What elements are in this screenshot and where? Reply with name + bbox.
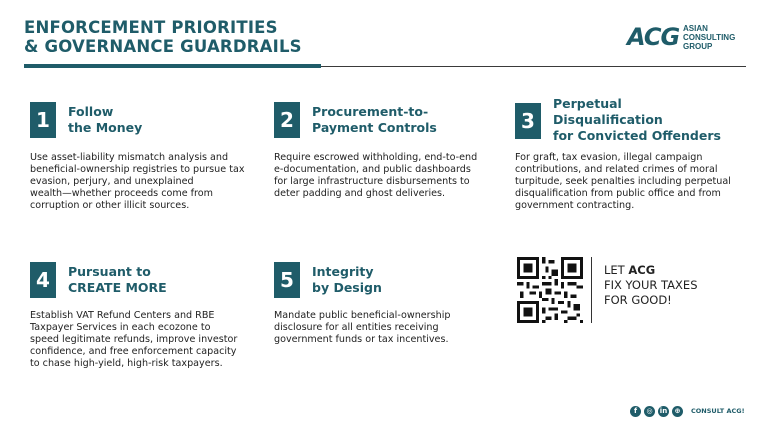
priority-heading: Pursuant to CREATE MORE — [68, 264, 167, 295]
priority-body: Mandate public beneficial-ownership disclosure for all entities receiving government funds or tax incentives. — [274, 310, 451, 345]
priority-heading: Integrity by Design — [312, 264, 382, 295]
priority-card-4 — [30, 262, 265, 369]
header-rule-accent — [24, 64, 321, 68]
priority-number: 2 — [274, 102, 300, 138]
cta-text: LET ACG FIX YOUR TAXES FOR GOOD! — [604, 263, 698, 307]
footer-social — [630, 405, 745, 417]
priority-body: Establish VAT Refund Centers and RBE Taxpayer Services in each ecozone to speed legitimate refunds, improve investor confidence, and free enforcement capacity to chase high-yield, high-risk taxpayers. — [30, 310, 238, 369]
logo-mark: ACG — [627, 23, 680, 51]
header-rule — [321, 66, 746, 67]
page-title — [24, 18, 464, 56]
priority-card-5 — [274, 262, 509, 345]
web-icon[interactable]: ⊕ — [672, 406, 683, 417]
acg-logo — [627, 22, 751, 52]
linkedin-icon[interactable]: in — [659, 406, 668, 415]
priority-heading: Perpetual Disqualification for Convicted Offenders — [553, 96, 721, 143]
priority-body: For graft, tax evasion, illegal campaign contributions, and related crimes of moral turpitude, seek penalties including perpetual disqualification from public office and from government contracting. — [515, 152, 731, 211]
priority-card-3 — [515, 96, 750, 211]
title-line-1: ENFORCEMENT PRIORITIES — [24, 18, 278, 37]
priority-body: Use asset-liability mismatch analysis and beneficial-ownership registries to pursue tax evasion, perjury, and unexplained wealth—whether proceeds come from corruption or other illicit sources. — [30, 152, 245, 211]
logo-text: ASIAN CONSULTING GROUP — [683, 24, 736, 51]
cta-divider — [591, 257, 592, 323]
priority-body: Require escrowed withholding, end-to-end e-documentation, and public dashboards for large infrastructure disbursements to deter padding and ghost deliveries. — [274, 152, 478, 199]
priority-card-2 — [274, 102, 509, 199]
priority-number: 5 — [274, 262, 300, 298]
priority-heading: Follow the Money — [68, 104, 143, 135]
priority-heading: Procurement-to- Payment Controls — [312, 104, 437, 135]
qr-code-icon[interactable] — [517, 257, 583, 323]
priority-card-1 — [30, 102, 265, 211]
priority-number: 3 — [515, 103, 541, 139]
instagram-icon[interactable]: ◎ — [644, 406, 655, 417]
facebook-icon[interactable]: f — [630, 406, 641, 417]
footer-label[interactable]: CONSULT ACG! — [691, 407, 745, 415]
priority-number: 1 — [30, 102, 56, 138]
title-line-2: & GOVERNANCE GUARDRAILS — [24, 37, 302, 56]
priority-number: 4 — [30, 262, 56, 298]
